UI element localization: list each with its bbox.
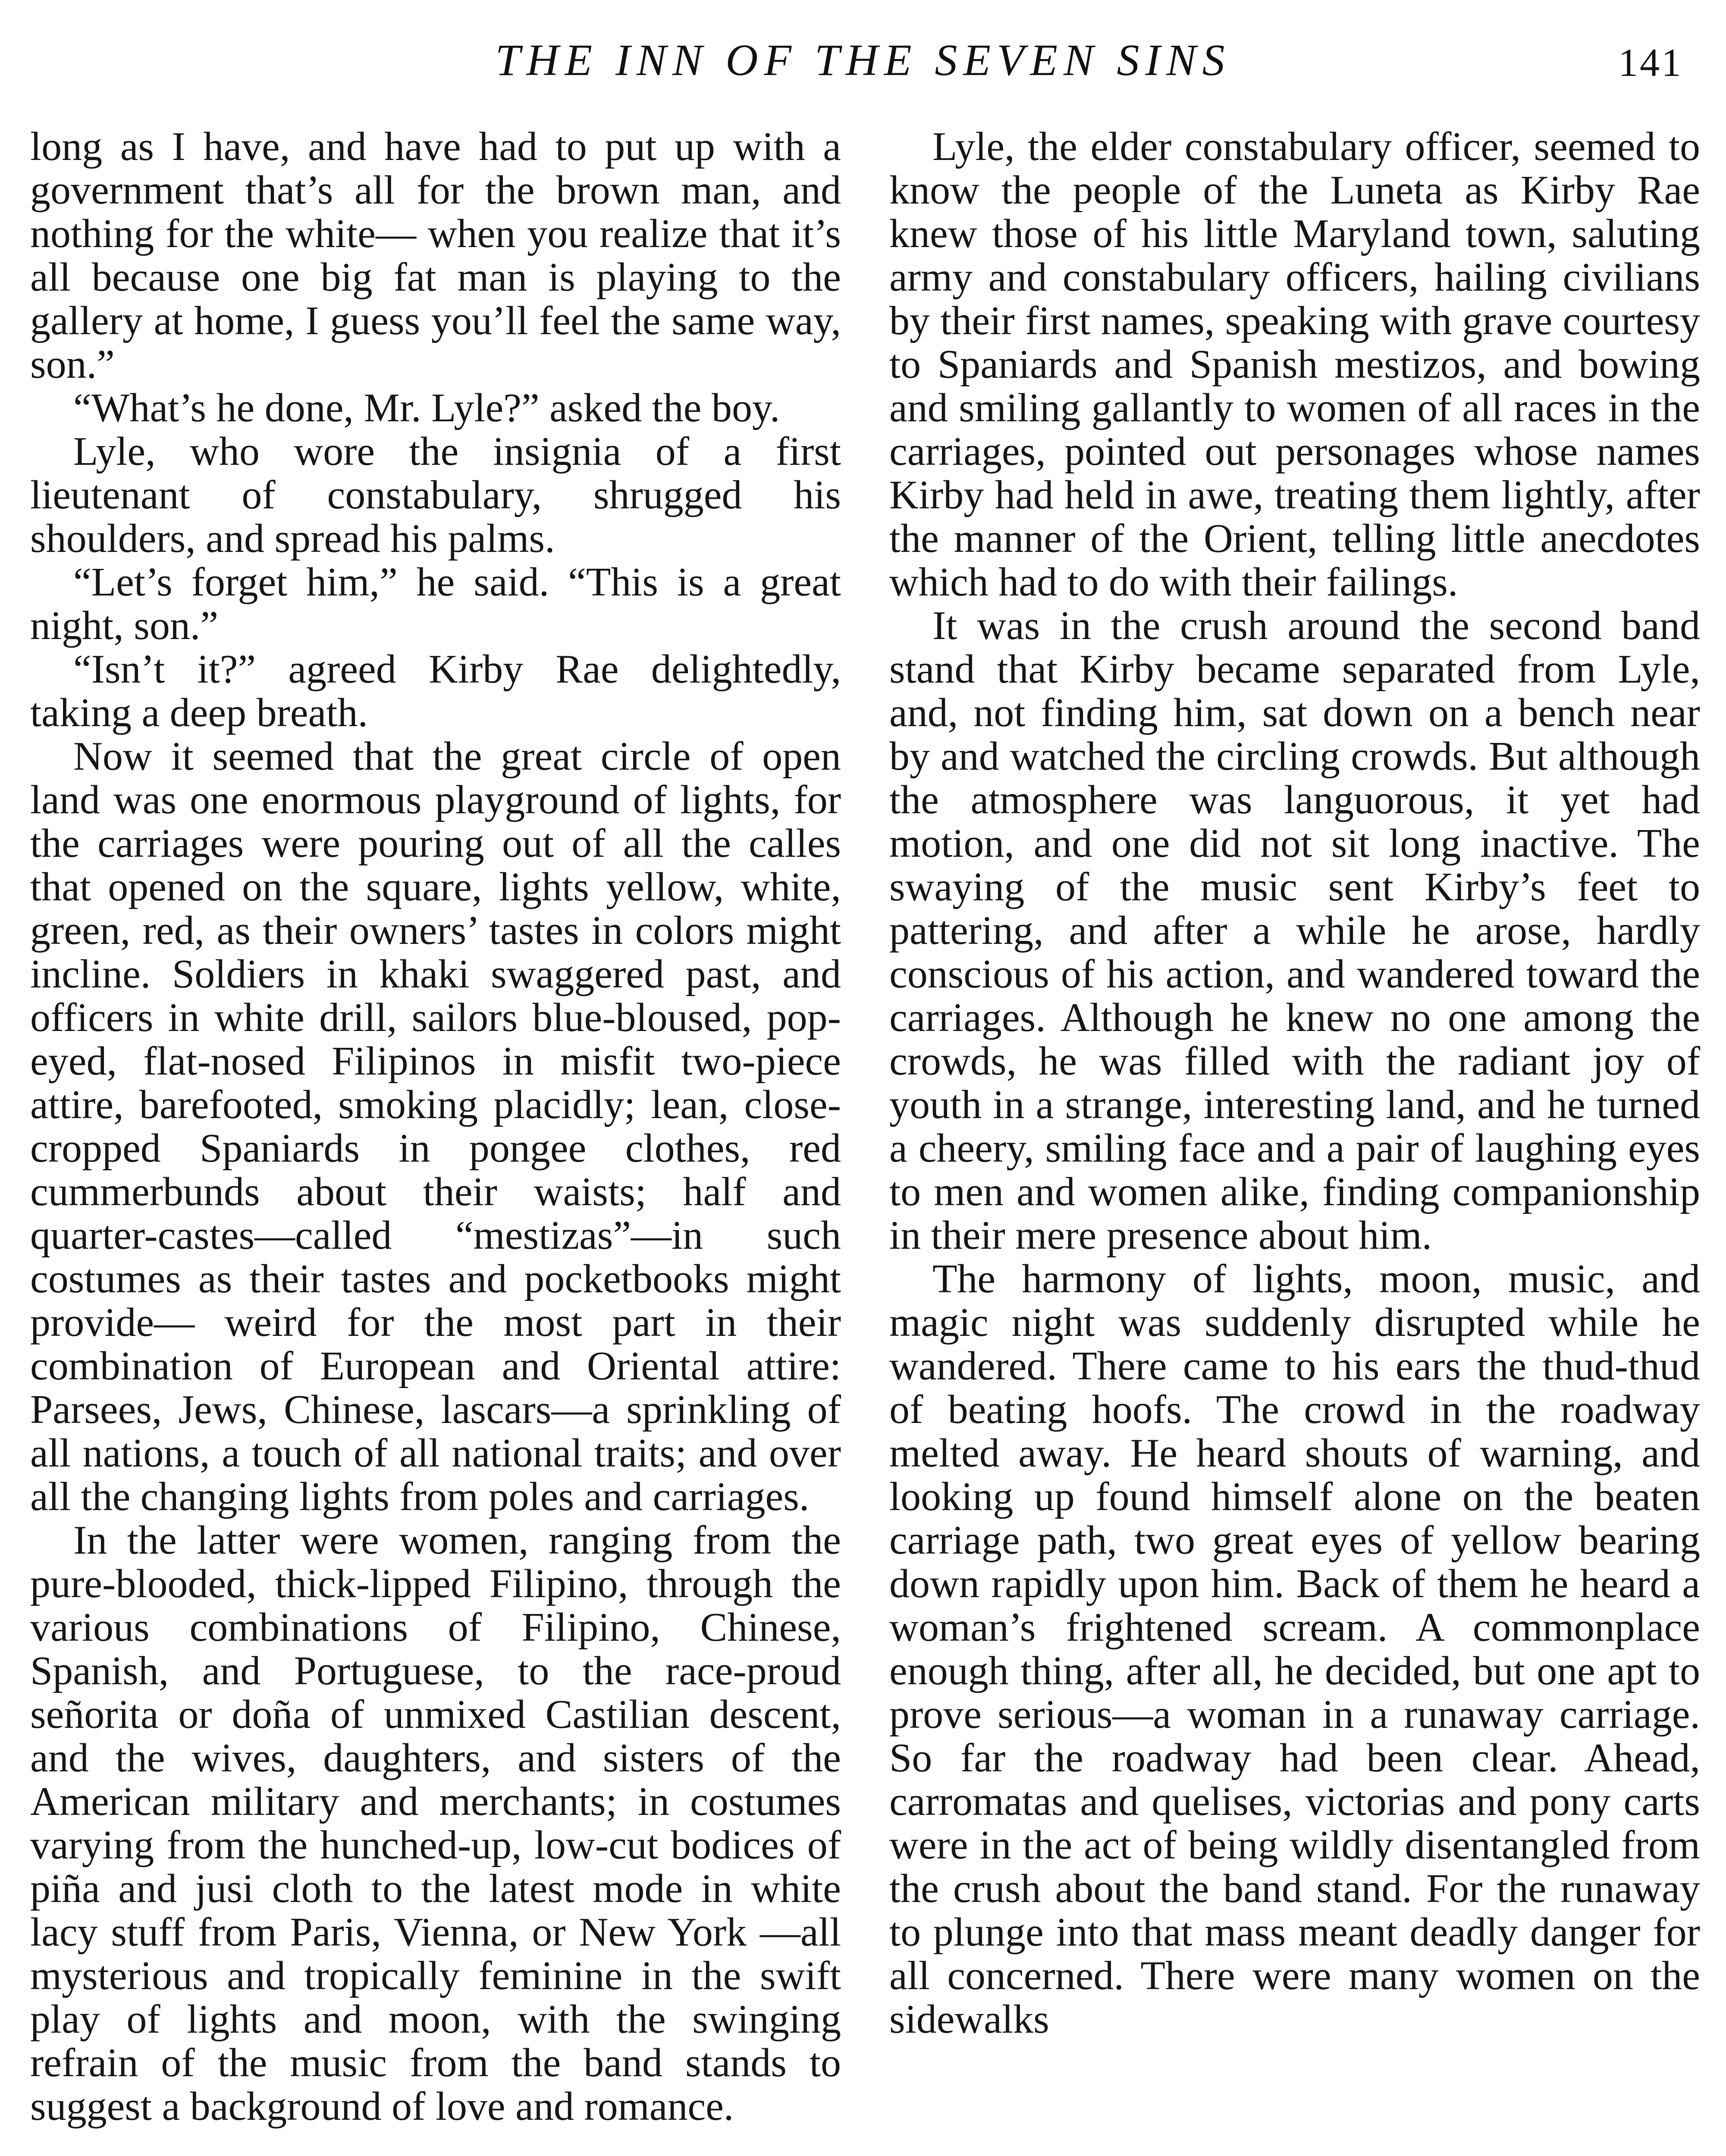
paragraph: “Isn’t it?” agreed Kirby Rae delightedly, taking a deep breath. (30, 647, 841, 735)
paragraph: Lyle, who wore the insignia of a first lieutenant of constabulary, shrugged his shoulders, and spread his palms. (30, 429, 841, 561)
page-title: THE INN OF THE SEVEN SINS (495, 35, 1231, 85)
paragraph: It was in the crush around the second band stand that Kirby became separated from Lyle, and, not finding him, sat down on a bench near by and watched the circling crowds. But although the atmosphere was languorous, it yet had motion, and one did not sit long inactive. The swaying of the music sent Kirby’s feet to pattering, and after a while he arose, hardly conscious of his action, and wandered toward the carriages. Although he knew no one among the crowds, he was filled with the radiant joy of youth in a strange, interesting land, and he turned a cheery, smiling face and a pair of laughing eyes to men and women alike, finding companionship in their mere presence about him. (889, 603, 1700, 1258)
paragraph: “What’s he done, Mr. Lyle?” asked the boy. (73, 385, 780, 430)
right-column (889, 125, 1700, 2041)
paragraph: In the latter were women, ranging from the pure-blooded, thick-lipped Filipino, through the various combinations of Filipino, Chinese, Spanish, and Portuguese, to the race-proud señorita or doña of unmixed Castilian descent, and the wives, daughters, and sisters of the American military and merchants; in costumes varying from the hunched-up, low-cut bodices of piña and jusi cloth to the latest mode in white lacy stuff from Paris, Vienna, or New York —all mysterious and tropically feminine in the swift play of lights and moon, with the swinging refrain of the music from the band stands to suggest a background of love and romance. (30, 1518, 841, 2129)
paragraph: The harmony of lights, moon, music, and magic night was suddenly disrupted while he wandered. There came to his ears the thud-thud of beating hoofs. The crowd in the roadway melted away. He heard shouts of warning, and looking up found himself alone on the beaten carriage path, two great eyes of yellow bearing down rapidly upon him. Back of them he heard a woman’s frightened scream. A commonplace enough thing, after all, he decided, but one apt to prove serious—a woman in a runaway carriage. So far the roadway had been clear. Ahead, carromatas and quelises, victorias and pony carts were in the act of being wildly disentangled from the crush about the band stand. For the runaway to plunge into that mass meant deadly danger for all concerned. There were many women on the sidewalks (889, 1257, 1700, 2042)
page-number: 141 (1618, 41, 1683, 85)
paragraph: long as I have, and have had to put up with a government that’s all for the brown man, and nothing for the white— when you realize that it’s all because one big fat man is playing to the gallery at home, I guess you’ll feel the same way, son.” (30, 124, 841, 387)
paragraph: “Let’s forget him,” he said. “This is a great night, son.” (30, 560, 841, 648)
paragraph: Lyle, the elder constabulary officer, seemed to know the people of the Luneta as Kirby Rae knew those of his little Maryland town, saluting army and constabulary officers, hailing civilians by their first names, speaking with grave courtesy to Spaniards and Spanish mestizos, and bowing and smiling gallantly to women of all races in the carriages, pointed out personages whose names Kirby had held in awe, treating them lightly, after the manner of the Orient, telling little anecdotes which had to do with their failings. (889, 124, 1700, 605)
running-head (0, 26, 1726, 91)
left-column (30, 125, 841, 2128)
paragraph: Now it seemed that the great circle of open land was one enormous playground of lights, for the carriages were pouring out of all the calles that opened on the square, lights yellow, white, green, red, as their owners’ tastes in colors might incline. Soldiers in khaki swaggered past, and officers in white drill, sailors blue-bloused, pop-eyed, flat-nosed Filipinos in misfit two-piece attire, barefooted, smoking placidly; lean, close-cropped Spaniards in pongee clothes, red cummerbunds about their waists; half and quarter-castes—called “mestizas”—in such costumes as their tastes and pocketbooks might provide— weird for the most part in their combination of European and Oriental attire: Parsees, Jews, Chinese, lascars—a sprinkling of all nations, a touch of all national traits; and over all the changing lights from poles and carriages. (30, 734, 841, 1519)
